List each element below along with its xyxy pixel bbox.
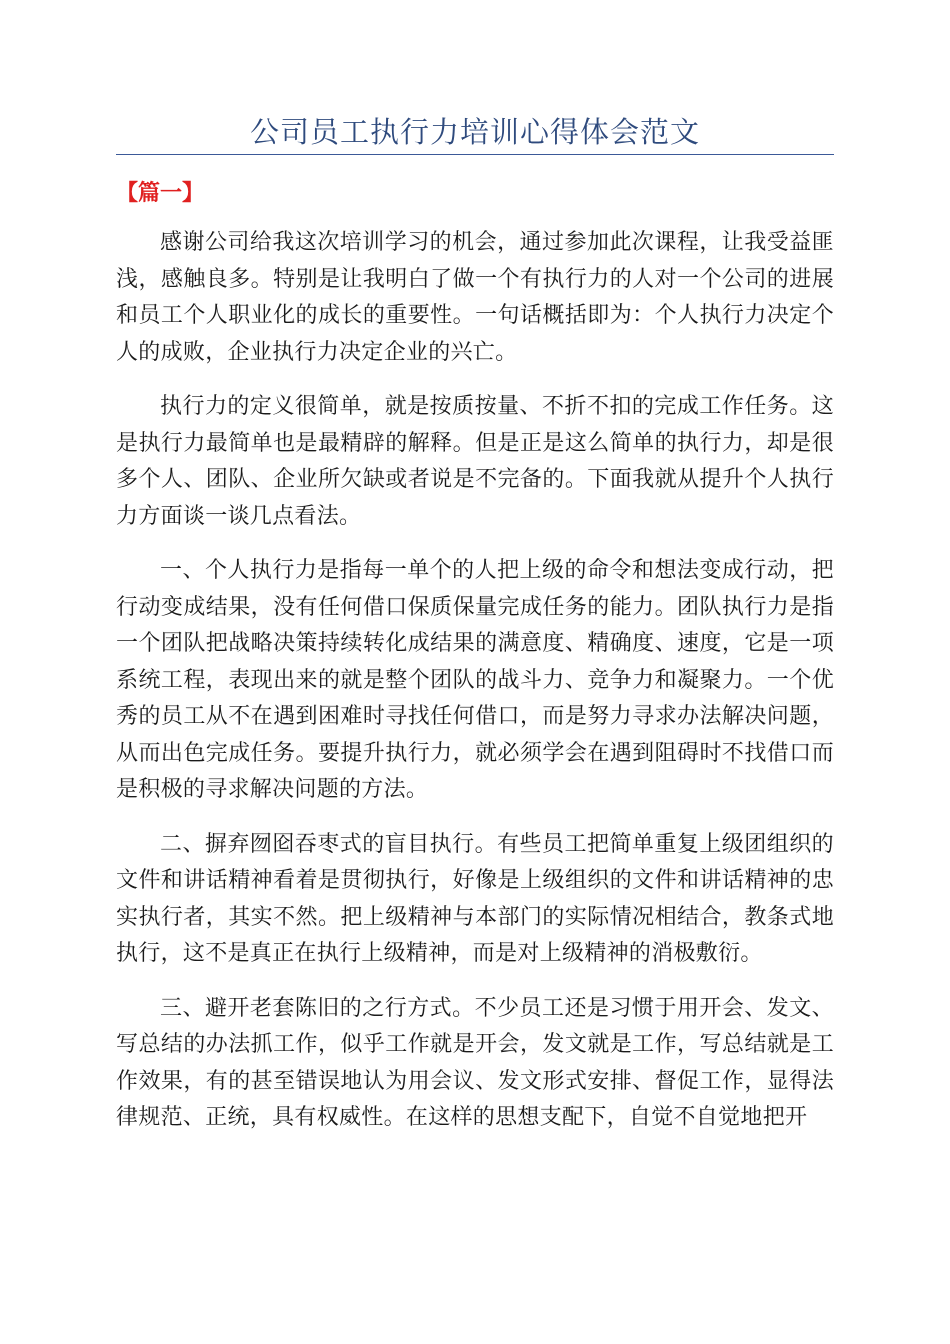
document-body [116, 225, 834, 1155]
paragraph-1: 感谢公司给我这次培训学习的机会，通过参加此次课程，让我受益匪浅，感触良多。特别是让我明白了做一个有执行力的人对一个公司的进展和员工个人职业化的成长的重要性。一句话概括即为：个人执行力决定个人的成败，企业执行力决定企业的兴亡。 [116, 230, 834, 365]
paragraph-4: 二、摒弃囫囵吞枣式的盲目执行。有些员工把简单重复上级团组织的文件和讲话精神看着是贯彻执行，好像是上级组织的文件和讲话精神的忠实执行者，其实不然。把上级精神与本部门的实际情况相结合，教条式地执行，这不是真正在执行上级精神，而是对上级精神的消极敷衍。 [116, 831, 834, 966]
paragraph-3: 一、个人执行力是指每一单个的人把上级的命令和想法变成行动，把行动变成结果，没有任何借口保质保量完成任务的能力。团队执行力是指一个团队把战略决策持续转化成结果的满意度、精确度、速度，它是一项系统工程，表现出来的就是整个团队的战斗力、竞争力和凝聚力。一个优秀的员工从不在遇到困难时寻找任何借口，而是努力寻求办法解决问题，从而出色完成任务。要提升执行力，就必须学会在遇到阻碍时不找借口而是积极的寻求解决问题的方法。 [116, 558, 834, 802]
paragraph-5: 三、避开老套陈旧的之行方式。不少员工还是习惯于用开会、发文、写总结的办法抓工作，似乎工作就是开会，发文就是工作，写总结就是工作效果，有的甚至错误地认为用会议、发文形式安排、督促工作，显得法律规范、正统，具有权威性。在这样的思想支配下，自觉不自觉地把开 [116, 995, 834, 1130]
document-title: 公司员工执行力培训心得体会范文 [249, 115, 700, 149]
paragraph-2: 执行力的定义很简单，就是按质按量、不折不扣的完成工作任务。这是执行力最简单也是最精辟的解释。但是正是这么简单的执行力，却是很多个人、团队、企业所欠缺或者说是不完备的。下面我就从提升个人执行力方面谈一谈几点看法。 [116, 394, 834, 529]
section-heading: 【篇一】 [116, 181, 205, 206]
title-underline [116, 154, 834, 155]
